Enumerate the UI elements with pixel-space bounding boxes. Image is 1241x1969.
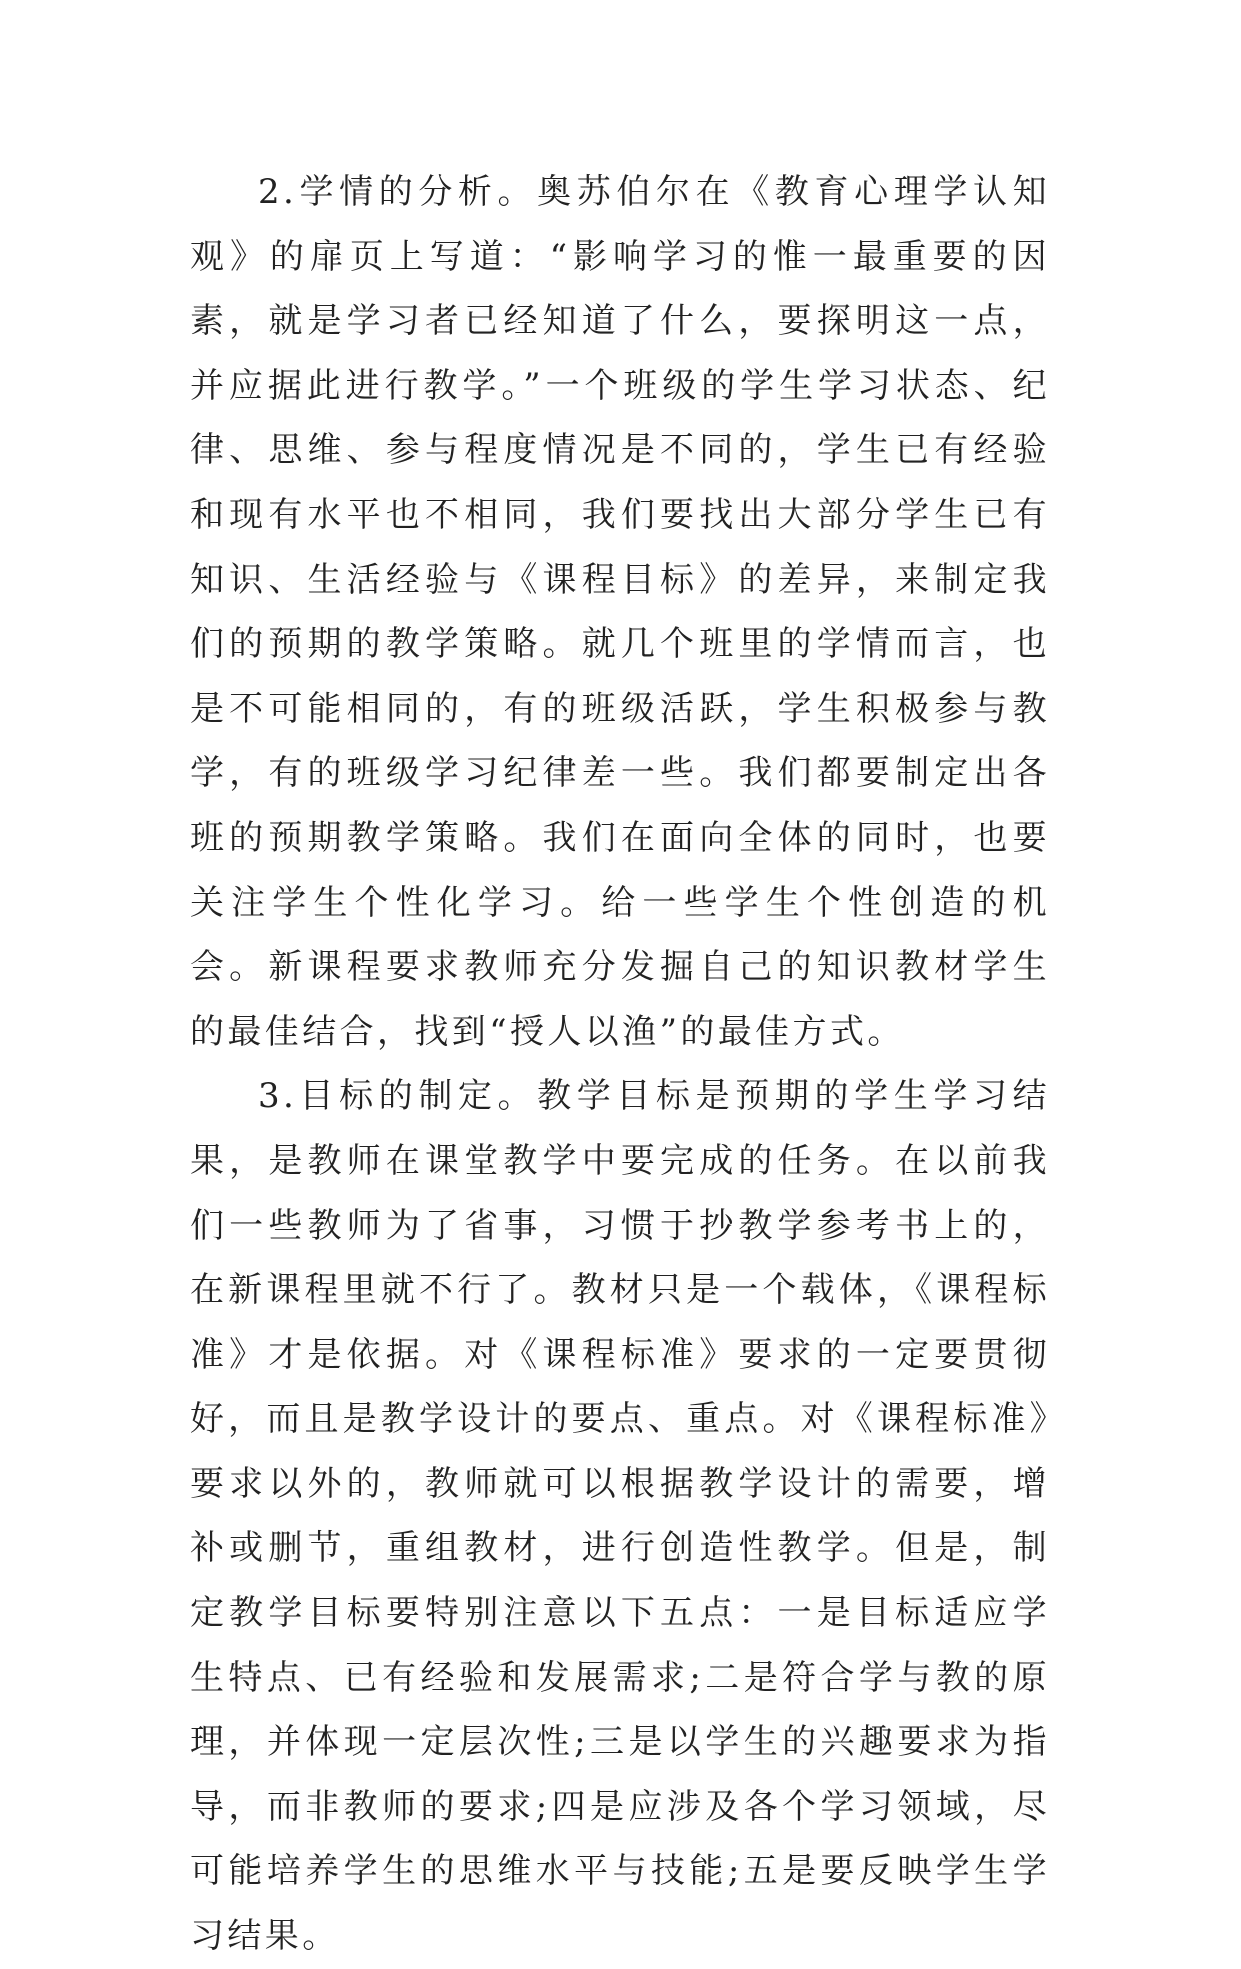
paragraph-goal-setting: 3.目标的制定。教学目标是预期的学生学习结果，是教师在课堂教学中要完成的任务。在以前我们一些教师为了省事，习惯于抄教学参考书上的，在新课程里就不行了。教材只是一个载体，《课程标准》才是依据。对《课程标准》要求的一定要贯彻好，而且是教学设计的要点、重点。对《课程标准》要求以外的，教师就可以根据教学设计的需要，增补或删节，重组教材，进行创造性教学。但是，制定教学目标要特别注意以下五点：一是目标适应学生特点、已有经验和发展需求;二是符合学与教的原理，并体现一定层次性;三是以学生的兴趣要求为指导，而非教师的要求;四是应涉及各个学习领域，尽可能培养学生的思维水平与技能;五是要反映学生学习结果。 [190, 1076, 1050, 1957]
paragraph-learning-analysis: 2.学情的分析。奥苏伯尔在《教育心理学认知观》的扉页上写道：“影响学习的惟一最重要的因素，就是学习者已经知道了什么，要探明这一点，并应据此进行教学。”一个班级的学生学习状态、纪律、思维、参与程度情况是不同的，学生已有经验和现有水平也不相同，我们要找出大部分学生已有知识、生活经验与《课程目标》的差异，来制定我们的预期的教学策略。就几个班里的学情而言，也是不可能相同的，有的班级活跃，学生积极参与教学，有的班级学习纪律差一些。我们都要制定出各班的预期教学策略。我们在面向全体的同时，也要关注学生个性化学习。给一些学生个性创造的机会。新课程要求教师充分发掘自己的知识教材学生的最佳结合，找到“授人以渔”的最佳方式。 [190, 172, 1050, 1052]
document-body [190, 160, 1050, 1969]
